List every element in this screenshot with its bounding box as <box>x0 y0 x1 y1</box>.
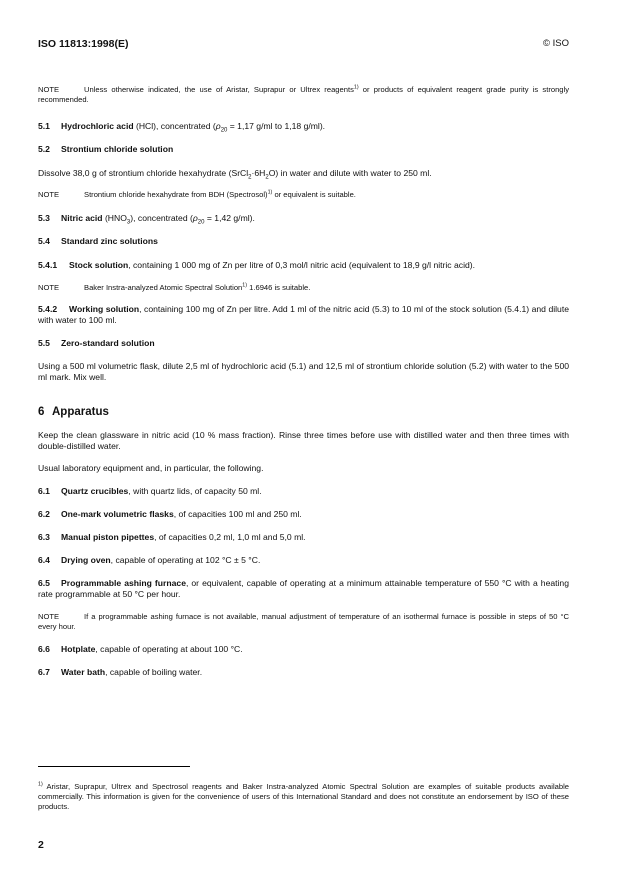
term-stock-solution: Stock solution <box>69 260 129 270</box>
clause-5-4-2: 5.4.2 Working solution, containing 100 mg of Zn per litre. Add 1 ml of the nitric acid (5.3) to 10 ml of the stock solution (5.4.1) and dilute with water to 100 ml. <box>38 304 569 325</box>
main-content <box>38 84 569 678</box>
term-hydrochloric-acid: Hydrochloric acid <box>61 121 134 131</box>
section-6-para-2: Usual laboratory equipment and, in particular, the following. <box>38 463 264 473</box>
clause-6-7: 6.7 Water bath, capable of boiling water. <box>38 667 203 677</box>
clause-5-1: 5.1 Hydrochloric acid (HCl), concentrated ($\rho_{20} = 1,17$ g/ml to 1,18 g/ml). <box>38 121 326 134</box>
clause-5-3: 5.3 Nitric acid $(HNO_3)$, concentrated ($\rho_{20} = 1,42$ g/ml). <box>38 213 255 226</box>
note-reagents: NOTE Unless otherwise indicated, the use of Aristar, Suprapur or Ultrex reagents$^{1)}$ or products of equivalent reagent grade purity is strongly recommended. <box>38 84 569 104</box>
clause-5-5-title: 5.5 Zero-standard solution <box>38 338 155 348</box>
clause-5-2-title: 5.2 Strontium chloride solution <box>38 144 174 154</box>
footnote-marker: 1) <box>38 781 43 788</box>
note-label: NOTE <box>38 85 60 94</box>
footnote: $^{1)}$ Aristar, Suprapur, Ultrex and Spectrosol reagents and Baker Instra-analyzed Atomic Spectral Solution are examples of suitable products available commercially. This information is given for the convenience of users of this International Standard and does not constitute an endorsement by ISO of these products. <box>38 781 569 811</box>
clause-6-4: 6.4 Drying oven, capable of operating at 102 °C ± 5 °C. <box>38 555 261 565</box>
clause-5-4-title: 5.4 Standard zinc solutions <box>38 236 158 246</box>
copyright-notice: © ISO <box>542 38 569 49</box>
section-6-heading: 6 Apparatus <box>38 406 109 418</box>
clause-6-1: 6.1 Quartz crucibles, with quartz lids, of capacity 50 ml. <box>38 486 262 496</box>
clause-5-2-text: Dissolve 38,0 g of strontium chloride hexahydrate $(SrCl_2\cdot 6H_2O)$ in water and dilute with water to 250 ml. <box>38 168 432 181</box>
term-nitric-acid: Nitric acid <box>61 213 103 223</box>
clause-6-5: 6.5 Programmable ashing furnace, or equivalent, capable of operating at a minimum attainable temperature of 550 °C with a heating rate programmable at 50 °C per hour. <box>38 578 569 599</box>
clause-6-6: 6.6 Hotplate, capable of operating at about 100 °C. <box>38 644 243 654</box>
note-baker: NOTE Baker Instra-analyzed Atomic Spectral Solution$^{1)}$ 1.6946 is suitable. <box>38 282 311 292</box>
section-6-para-1: Keep the clean glassware in nitric acid (10 % mass fraction). Rinse three times before use with distilled water and then three times with double-distilled water. <box>38 430 569 451</box>
clause-5-4-1: 5.4.1 Stock solution, containing 1 000 mg of Zn per litre of 0,3 mol/l nitric acid (equivalent to 18,9 g/l nitric acid). <box>38 260 476 270</box>
clause-6-2: 6.2 One-mark volumetric flasks, of capacities 100 ml and 250 ml. <box>38 509 302 519</box>
term-working-solution: Working solution <box>69 304 140 314</box>
clause-5-5-text: Using a 500 ml volumetric flask, dilute 2,5 ml of hydrochloric acid (5.1) and 12,5 ml of strontium chloride solution (5.2) with water to the 500 ml mark. Mix well. <box>38 361 569 382</box>
page-number: 2 <box>38 839 44 851</box>
note-strontium: NOTE Strontium chloride hexahydrate from BDH (Spectrosol)$^{1)}$ or equivalent is suitable. <box>38 189 356 199</box>
note-furnace: NOTE If a programmable ashing furnace is not available, manual adjustment of temperature of an isothermal furnace is possible in steps of 50 °C every hour. <box>38 612 569 631</box>
document-id: ISO 11813:1998(E) <box>38 38 129 50</box>
footnote-ref: 1) <box>353 84 359 91</box>
page-header <box>38 38 569 52</box>
footnote-divider <box>38 766 190 767</box>
clause-6-3: 6.3 Manual piston pipettes, of capacities 0,2 ml, 1,0 ml and 5,0 ml. <box>38 532 306 542</box>
